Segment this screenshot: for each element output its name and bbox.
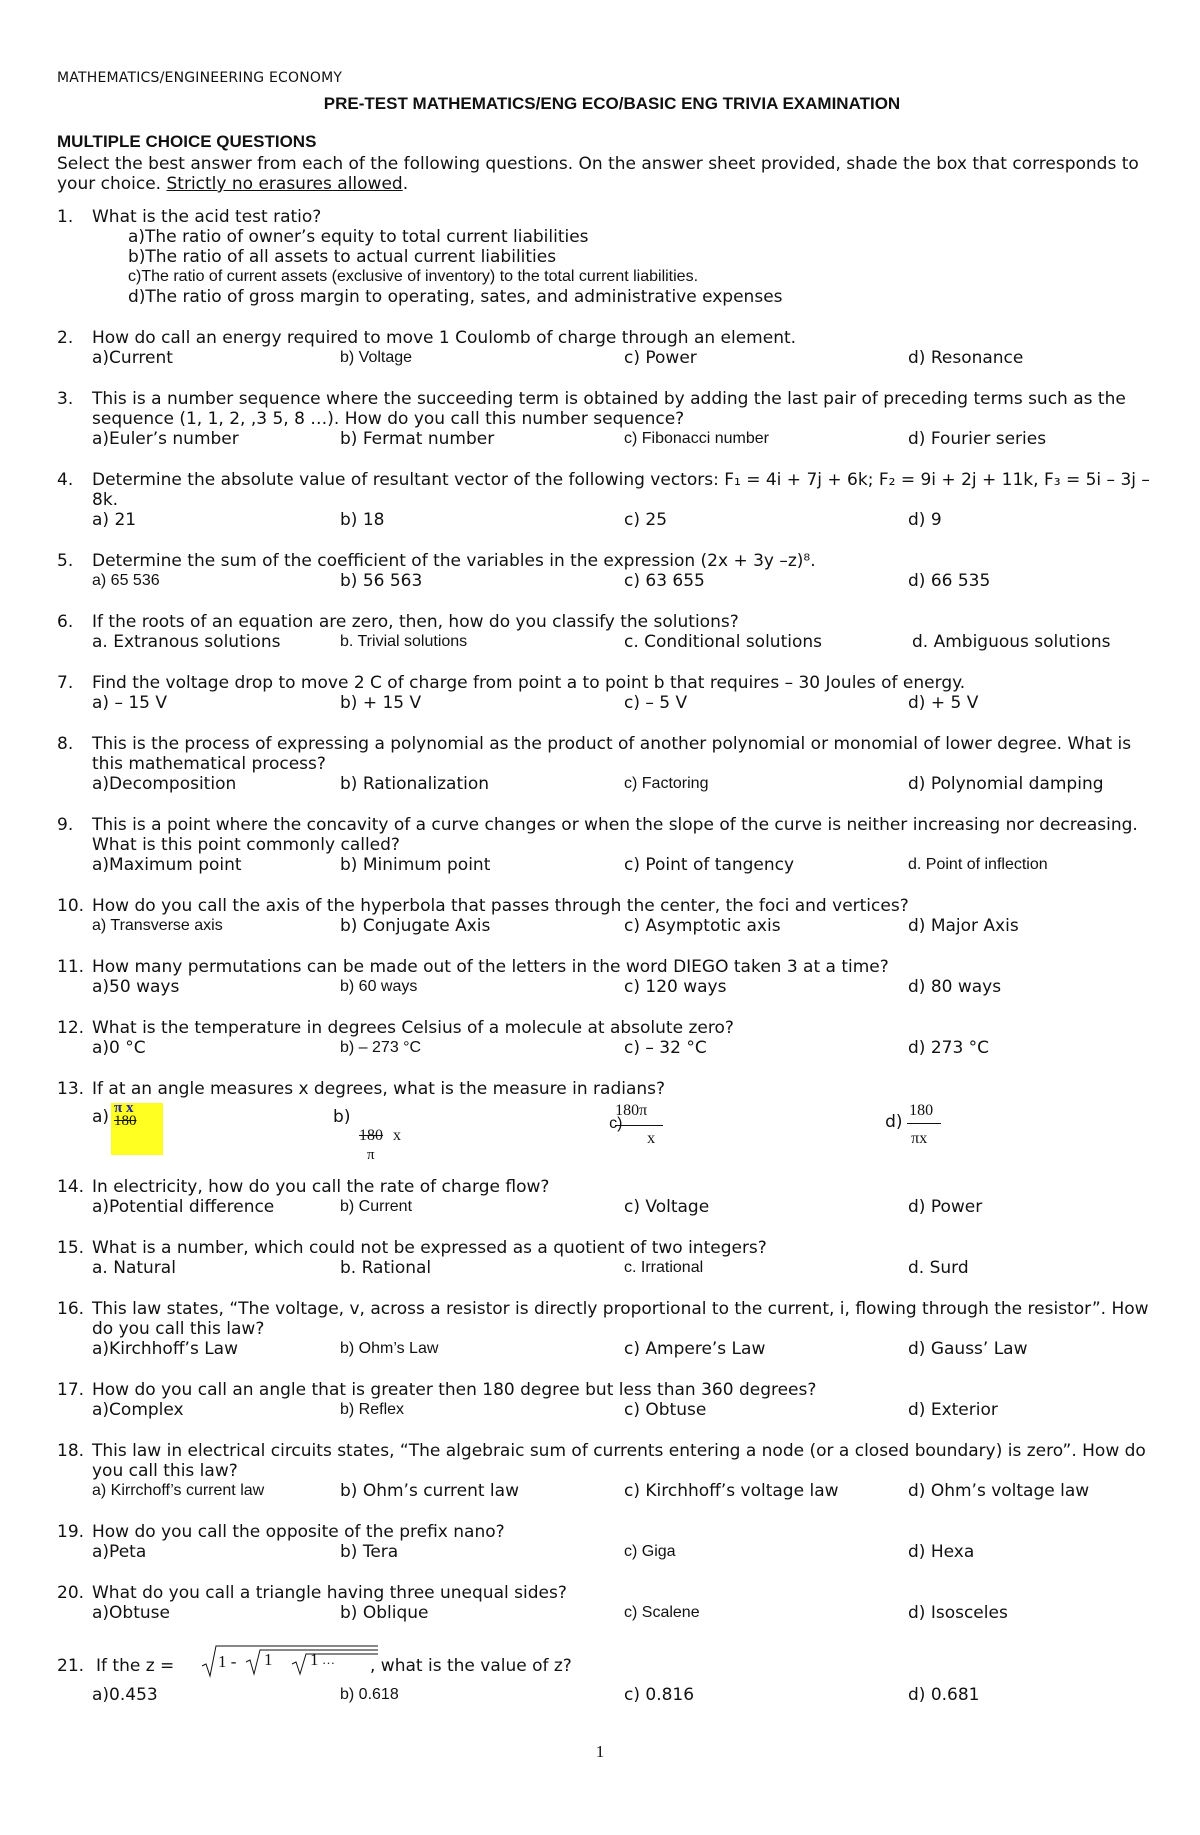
choice-a[interactable]: a)Maximum point: [92, 855, 242, 875]
choice-c[interactable]: c) Point of tangency: [624, 855, 795, 875]
choice-b[interactable]: b) 0.618: [340, 1686, 399, 1703]
choice-d[interactable]: d. Ambiguous solutions: [912, 632, 1111, 652]
question-10: 10. How do you call the axis of the hyperbola that passes through the center, the foci and vertices? a) Transverse axis b) Conjugate Axis c) Asymptotic axis d) Major Axis: [57, 896, 1167, 936]
question-20: 20. What do you call a triangle having three unequal sides? a)Obtuse b) Oblique c) Scalene d) Isosceles: [57, 1583, 1167, 1623]
question-9: 9. This is a point where the concavity of a curve changes or when the slope of the curve is neither increasing nor decreasing. What is this point commonly called? a)Maximum point b) Minimum point c) Point of tangency d. Point of inflection: [57, 815, 1167, 875]
choice-d[interactable]: d) + 5 V: [908, 693, 979, 713]
choice-b[interactable]: b) Reflex: [340, 1401, 405, 1418]
choice-b[interactable]: b) Rationalization: [340, 774, 490, 794]
choice-b[interactable]: b) Oblique: [340, 1603, 429, 1623]
question-text: What is a number, which could not be expressed as a quotient of two integers?: [92, 1238, 767, 1258]
choice-d[interactable]: d. Surd: [908, 1258, 969, 1278]
choice-d[interactable]: d) 0.681: [908, 1685, 980, 1705]
choice-c[interactable]: c) Scalene: [624, 1604, 700, 1621]
choice-d[interactable]: d) Ohm’s voltage law: [908, 1481, 1090, 1501]
choice-a[interactable]: a)The ratio of owner’s equity to total current liabilities: [128, 227, 589, 247]
choice-c[interactable]: c) Factoring: [624, 775, 709, 792]
choice-d[interactable]: d) 180 πx: [885, 1099, 1167, 1163]
question-12: 12. What is the temperature in degrees Celsius of a molecule at absolute zero? a)0 °C b) – 273 °C c) – 32 °C d) 273 °C: [57, 1018, 1167, 1058]
choice-a[interactable]: a) 21: [92, 510, 137, 530]
choice-b[interactable]: b) Conjugate Axis: [340, 916, 491, 936]
subject-line: MATHEMATICS/ENGINEERING ECONOMY: [57, 70, 343, 86]
choice-a[interactable]: a)Obtuse: [92, 1603, 170, 1623]
choice-d[interactable]: d) Power: [908, 1197, 983, 1217]
question-8: 8. This is the process of expressing a polynomial as the product of another polynomial or monomial of lower degree. What is this mathematical process? a)Decomposition b) Rationalization c) Factoring d) Polynomial damping: [57, 734, 1167, 794]
choice-a[interactable]: a) 65 536: [92, 572, 160, 589]
question-text: What is the temperature in degrees Celsius of a molecule at absolute zero?: [92, 1018, 734, 1038]
question-text: What do you call a triangle having three unequal sides?: [92, 1583, 567, 1603]
choice-d[interactable]: d) 66 535: [908, 571, 991, 591]
question-17: 17. How do you call an angle that is greater then 180 degree but less than 360 degrees? a)Complex b) Reflex c) Obtuse d) Exterior: [57, 1380, 1167, 1420]
fraction-denominator: π: [367, 1147, 375, 1163]
fraction-variable: x: [393, 1127, 402, 1144]
choice-d[interactable]: d) Major Axis: [908, 916, 1019, 936]
choice-b[interactable]: b. Rational: [340, 1258, 432, 1278]
question-19: 19. How do you call the opposite of the prefix nano? a)Peta b) Tera c) Giga d) Hexa: [57, 1522, 1167, 1562]
fraction-numerator: π x: [114, 1100, 134, 1116]
question-text: How do you call an angle that is greater then 180 degree but less than 360 degrees?: [92, 1380, 817, 1400]
question-text: Determine the absolute value of resultant vector of the following vectors: F₁ = 4i + 7j + 6k; F₂ = 9i + 2j + 11k, F₃ = 5i – 3j – 8k.: [92, 470, 1150, 510]
choice-c[interactable]: c. Irrational: [624, 1259, 704, 1276]
question-5: 5. Determine the sum of the coefficient of the variables in the expression (2x + 3y –z)⁸. a) 65 536 b) 56 563 c) 63 655 d) 66 535: [57, 551, 1167, 591]
fraction-numerator: 180: [359, 1127, 384, 1144]
question-6: 6. If the roots of an equation are zero, then, how do you classify the solutions? a. Extranous solutions b. Trivial solutions c. Conditional solutions d. Ambiguous solutions: [57, 612, 1167, 652]
question-text: If at an angle measures x degrees, what is the measure in radians?: [92, 1079, 666, 1099]
choice-b[interactable]: b) Ohm’s Law: [340, 1340, 439, 1357]
choice-a[interactable]: a)Euler’s number: [92, 429, 239, 449]
choice-d[interactable]: d. Point of inflection: [908, 856, 1048, 873]
question-text: Determine the sum of the coefficient of the variables in the expression (2x + 3y –z)⁸.: [92, 551, 816, 571]
choice-c[interactable]: c) Fibonacci number: [624, 430, 769, 447]
choice-a[interactable]: a)Decomposition: [92, 774, 237, 794]
choice-b[interactable]: b) Voltage: [340, 349, 413, 366]
question-text: This is a point where the concavity of a curve changes or when the slope of the curve is neither increasing nor decreasing. What is this point commonly called?: [92, 815, 1138, 855]
radical-term-2: 1: [264, 1650, 273, 1669]
question-text: Find the voltage drop to move 2 C of charge from point a to point b that requires – 30 Joules of energy.: [92, 673, 966, 693]
choice-d[interactable]: d) Exterior: [908, 1400, 998, 1420]
page-number: 1: [595, 1742, 605, 1761]
choice-b[interactable]: b) Fermat number: [340, 429, 495, 449]
choice-c[interactable]: c. Conditional solutions: [624, 632, 822, 652]
choice-a[interactable]: a) π x 180: [92, 1099, 333, 1163]
choice-a[interactable]: a) – 15 V: [92, 693, 168, 713]
radical-term-3: 1: [310, 1650, 319, 1669]
choice-d[interactable]: d) Hexa: [908, 1542, 975, 1562]
radical-ellipsis: …: [322, 1652, 335, 1667]
exam-page: [57, 68, 1167, 1705]
choice-b[interactable]: b) 56 563: [340, 571, 423, 591]
choice-b[interactable]: b. Trivial solutions: [340, 633, 468, 650]
choice-b[interactable]: b)The ratio of all assets to actual current liabilities: [128, 247, 557, 267]
question-13: 13. If at an angle measures x degrees, what is the measure in radians? a) π x 180 b) 180 x π c) 180π x d) 180 πx: [57, 1079, 1167, 1163]
question-text: This is the process of expressing a polynomial as the product of another polynomial or monomial of lower degree. What is this mathematical process?: [92, 734, 1132, 774]
choice-d[interactable]: d) 273 °C: [908, 1038, 990, 1058]
question-3: 3. This is a number sequence where the succeeding term is obtained by adding the last pair of preceding terms such as the sequence (1, 1, 2, ,3 5, 8 …). How do you call this number sequence? a)Euler’s number b) Fermat number c) Fibonacci number d) Fourier series: [57, 389, 1167, 449]
question-11: 11. How many permutations can be made out of the letters in the word DIEGO taken 3 at a time? a)50 ways b) 60 ways c) 120 ways d) 80 ways: [57, 957, 1167, 997]
question-16: 16. This law states, “The voltage, v, across a resistor is directly proportional to the current, i, flowing through the resistor”. How do you call this law? a)Kirchhoff’s Law b) Ohm’s Law c) Ampere’s Law d) Gauss’ Law: [57, 1299, 1167, 1359]
choice-c[interactable]: c) Kirchhoff’s voltage law: [624, 1481, 839, 1501]
choice-b[interactable]: b) – 273 °C: [340, 1039, 422, 1056]
choice-a[interactable]: a)Complex: [92, 1400, 184, 1420]
choice-a[interactable]: a)Current: [92, 348, 173, 368]
question-text: How do you call the opposite of the prefix nano?: [92, 1522, 505, 1542]
choice-b[interactable]: b) Ohm’s current law: [340, 1481, 519, 1501]
choice-c[interactable]: c) 25: [624, 510, 668, 530]
choice-c[interactable]: c) – 32 °C: [624, 1038, 707, 1058]
fraction-denominator: πx: [911, 1130, 928, 1147]
question-14: 14. In electricity, how do you call the rate of charge flow? a)Potential difference b) Current c) Voltage d) Power: [57, 1177, 1167, 1217]
choice-a[interactable]: a)Potential difference: [92, 1197, 275, 1217]
choice-b[interactable]: b) Tera: [340, 1542, 399, 1562]
choice-c[interactable]: c)The ratio of current assets (exclusive of inventory) to the total current liabilities.: [128, 268, 699, 285]
no-erasures-note: Strictly no erasures allowed: [166, 174, 403, 194]
question-18: 18. This law in electrical circuits states, “The algebraic sum of currents entering a node (or a closed boundary) is zero”. How do you call this law? a) Kirrchoff’s current law b) Ohm’s current law c) Kirchhoff’s voltage law d) Ohm’s voltage law: [57, 1441, 1167, 1501]
choice-d[interactable]: d)The ratio of gross margin to operating, sates, and administrative expenses: [128, 287, 783, 307]
choice-d[interactable]: d) Polynomial damping: [908, 774, 1104, 794]
fraction-bar: [615, 1125, 663, 1126]
choice-d[interactable]: d) Isosceles: [908, 1603, 1008, 1623]
choice-d[interactable]: d) Fourier series: [908, 429, 1047, 449]
question-text: In electricity, how do you call the rate of charge flow?: [92, 1177, 550, 1197]
choice-a[interactable]: a. Natural: [92, 1258, 176, 1278]
question-text: How do you call the axis of the hyperbola that passes through the center, the foci and vertices?: [92, 896, 909, 916]
choice-a[interactable]: a)Kirchhoff’s Law: [92, 1339, 239, 1359]
section-heading: MULTIPLE CHOICE QUESTIONS: [57, 132, 317, 151]
choice-b[interactable]: b) 60 ways: [340, 978, 418, 995]
choice-b[interactable]: b) + 15 V: [340, 693, 422, 713]
choice-a[interactable]: a) Transverse axis: [92, 917, 223, 934]
fraction-denominator: 180: [114, 1113, 137, 1129]
choice-c[interactable]: c) Voltage: [624, 1197, 710, 1217]
question-text: How do call an energy required to move 1 Coulomb of charge through an element.: [92, 328, 797, 348]
question-text: What is the acid test ratio?: [92, 207, 322, 227]
choice-c[interactable]: c) Giga: [624, 1543, 676, 1560]
fraction-numerator: 180π: [615, 1102, 648, 1119]
choice-d[interactable]: d) Resonance: [908, 348, 1024, 368]
choice-a[interactable]: a. Extranous solutions: [92, 632, 281, 652]
choice-a[interactable]: a)50 ways: [92, 977, 180, 997]
choice-c[interactable]: c) 63 655: [624, 571, 705, 591]
question-2: 2. How do call an energy required to move 1 Coulomb of charge through an element. a)Current b) Voltage c) Power d) Resonance: [57, 328, 1167, 368]
question-7: 7. Find the voltage drop to move 2 C of charge from point a to point b that requires – 30 Joules of energy. a) – 15 V b) + 15 V c) – 5 V d) + 5 V: [57, 673, 1167, 713]
question-text: If the z = 1 - 1 1 … , what is the value of z?: [92, 1644, 1167, 1680]
choice-a[interactable]: a) Kirrchoff’s current law: [92, 1482, 265, 1499]
radical-term-1: 1 -: [218, 1652, 237, 1671]
choice-a[interactable]: a)0 °C: [92, 1038, 146, 1058]
choice-b[interactable]: b) Minimum point: [340, 855, 491, 875]
question-1: 1. What is the acid test ratio? a)The ratio of owner’s equity to total current liabilities b)The ratio of all assets to actual current liabilities c)The ratio of current assets (exclusive of inventory) to the total current liabilities. d)The ratio of gross margin to operating, sates, and administrative expenses: [57, 207, 1167, 307]
question-text: This law in electrical circuits states, “The algebraic sum of currents entering a node (or a closed boundary) is zero”. How do you call this law?: [92, 1441, 1146, 1481]
choice-c[interactable]: c) Power: [624, 348, 697, 368]
choice-b[interactable]: b) 180 x π: [333, 1107, 402, 1163]
question-15: 15. What is a number, which could not be expressed as a quotient of two integers? a. Natural b. Rational c. Irrational d. Surd: [57, 1238, 1167, 1278]
instructions: Select the best answer from each of the following questions. On the answer sheet provided, shade the box that corresponds to your choice. Strictly no erasures allowed.: [57, 154, 1139, 194]
choice-c[interactable]: c) – 5 V: [624, 693, 688, 713]
fraction-numerator: 180: [909, 1102, 934, 1119]
choice-b[interactable]: b) Current: [340, 1198, 413, 1215]
choice-a[interactable]: a)0.453: [92, 1685, 158, 1705]
question-text: If the roots of an equation are zero, then, how do you classify the solutions?: [92, 612, 739, 632]
choice-d[interactable]: d) 9: [908, 510, 942, 530]
question-text: This is a number sequence where the succeeding term is obtained by adding the last pair of preceding terms such as the sequence (1, 1, 2, ,3 5, 8 …). How do you call this number sequence?: [92, 389, 1126, 429]
choice-a[interactable]: a)Peta: [92, 1542, 147, 1562]
choice-d[interactable]: d) Gauss’ Law: [908, 1339, 1028, 1359]
choice-b[interactable]: b) 18: [340, 510, 385, 530]
question-text: How many permutations can be made out of the letters in the word DIEGO taken 3 at a time?: [92, 957, 889, 977]
choice-c[interactable]: c) Obtuse: [624, 1400, 707, 1420]
choice-c[interactable]: c) 0.816: [624, 1685, 695, 1705]
question-text: This law states, “The voltage, v, across a resistor is directly proportional to the current, i, flowing through the resistor”. How do you call this law?: [92, 1299, 1149, 1339]
question-4: 4. Determine the absolute value of resultant vector of the following vectors: F₁ = 4i + 7j + 6k; F₂ = 9i + 2j + 11k, F₃ = 5i – 3j – 8k. a) 21 b) 18 c) 25 d) 9: [57, 470, 1167, 530]
fraction-bar: [907, 1123, 941, 1124]
fraction-denominator: x: [647, 1130, 656, 1147]
choice-d[interactable]: d) 80 ways: [908, 977, 1002, 997]
choice-c[interactable]: c) Ampere’s Law: [624, 1339, 766, 1359]
question-list: [57, 207, 1167, 1705]
choice-c[interactable]: c) 180π x: [609, 1099, 885, 1163]
choice-c[interactable]: c) 120 ways: [624, 977, 727, 997]
question-21: 21. If the z = 1 - 1 1 … , what is the value of z? a)0.453 b) 0.618 c) 0.816 d) 0.681: [57, 1644, 1167, 1705]
choice-c[interactable]: c) Asymptotic axis: [624, 916, 781, 936]
page-title: PRE-TEST MATHEMATICS/ENG ECO/BASIC ENG TRIVIA EXAMINATION: [323, 94, 901, 113]
